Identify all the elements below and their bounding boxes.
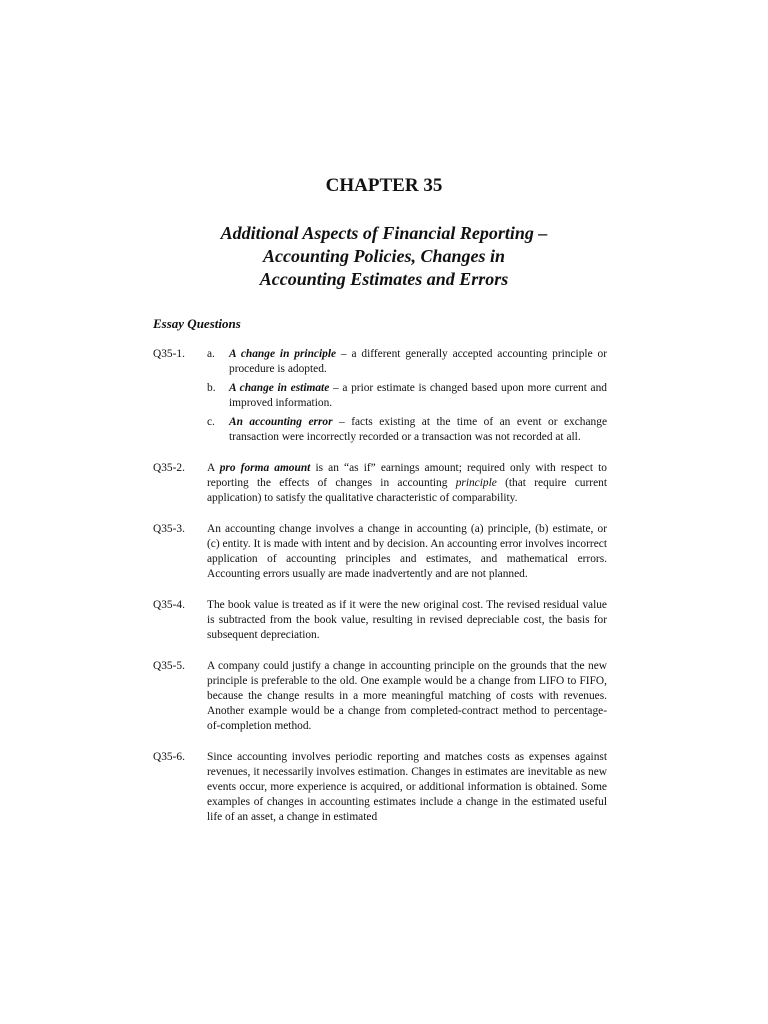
question-q35-4: [153, 598, 607, 643]
sub-item-text: – facts existing at the time of an event or exchange transaction were incorrectly recorded or a transaction was not recorded at all.: [229, 416, 607, 443]
question-label: Q35-4.: [153, 599, 185, 611]
question-label: Q35-5.: [153, 660, 185, 672]
term-change-in-principle: A change in principle: [229, 348, 337, 360]
question-label: Q35-6.: [153, 751, 185, 763]
sub-item-a: [207, 347, 607, 377]
sub-item-text: – a different generally accepted accounting principle or procedure is adopted.: [229, 348, 607, 375]
term-accounting-error: An accounting error: [229, 416, 333, 428]
question-body: Since accounting involves periodic reporting and matches costs as expenses against revenues, it necessarily involves estimation. Changes in estimates are inevitable as new events occur, more experience is acquired, or additional information is obtained. Some examples of changes in accounting estimates include a change in the estimated useful life of an asset, a change in estimated: [207, 751, 607, 823]
question-body: A pro forma amount is an “as if” earnings amount; required only with respect to reporting the effects of changes in accounting principle (that require current application) to satisfy the qualitative characteristic of comparability.: [207, 462, 607, 504]
section-heading: Essay Questions: [153, 316, 241, 331]
question-body: An accounting change involves a change in accounting (a) principle, (b) estimate, or (c) entity. It is made with intent and by decision. An accounting error involves incorrect application of accounting principles and estimates, and mathematical errors. Accounting errors usually are made inadvertently and are not planned.: [207, 523, 607, 580]
title-line-3: Accounting Estimates and Errors: [259, 269, 509, 289]
question-body: [207, 347, 607, 445]
sub-item-letter: a.: [207, 348, 215, 360]
sub-item-letter: b.: [207, 382, 216, 394]
question-q35-3: [153, 522, 607, 582]
sub-item-text: – a prior estimate is changed based upon more current and improved information.: [229, 382, 607, 409]
question-q35-5: [153, 659, 607, 734]
question-q35-6: [153, 750, 607, 825]
emphasis-principle: principle: [455, 477, 497, 489]
sub-item-c: [207, 415, 607, 445]
term-pro-forma-amount: pro forma amount: [219, 462, 311, 474]
sub-item-letter: c.: [207, 416, 215, 428]
sub-item-b: [207, 381, 607, 411]
question-list: [153, 347, 607, 841]
term-change-in-estimate: A change in estimate: [229, 382, 330, 394]
question-q35-2: [153, 461, 607, 506]
question-label: Q35-2.: [153, 462, 185, 474]
question-label: Q35-1.: [153, 348, 185, 360]
chapter-heading: CHAPTER 35: [325, 175, 443, 196]
question-body: The book value is treated as if it were the new original cost. The revised residual value is subtracted from the book value, resulting in revised depreciable cost, the basis for subsequent depreciation.: [207, 599, 607, 641]
title-line-2: Accounting Policies, Changes in: [262, 246, 506, 266]
question-label: Q35-3.: [153, 523, 185, 535]
title-line-1: Additional Aspects of Financial Reporting –: [220, 223, 548, 243]
question-q35-1: [153, 347, 607, 445]
chapter-title: [0, 222, 768, 291]
question-body: A company could justify a change in accounting principle on the grounds that the new principle is preferable to the old. One example would be a change from LIFO to FIFO, because the change results in a more meaningful matching of costs with revenues. Another example would be a change from completed-contract method to percentage-of-completion method.: [207, 660, 607, 732]
